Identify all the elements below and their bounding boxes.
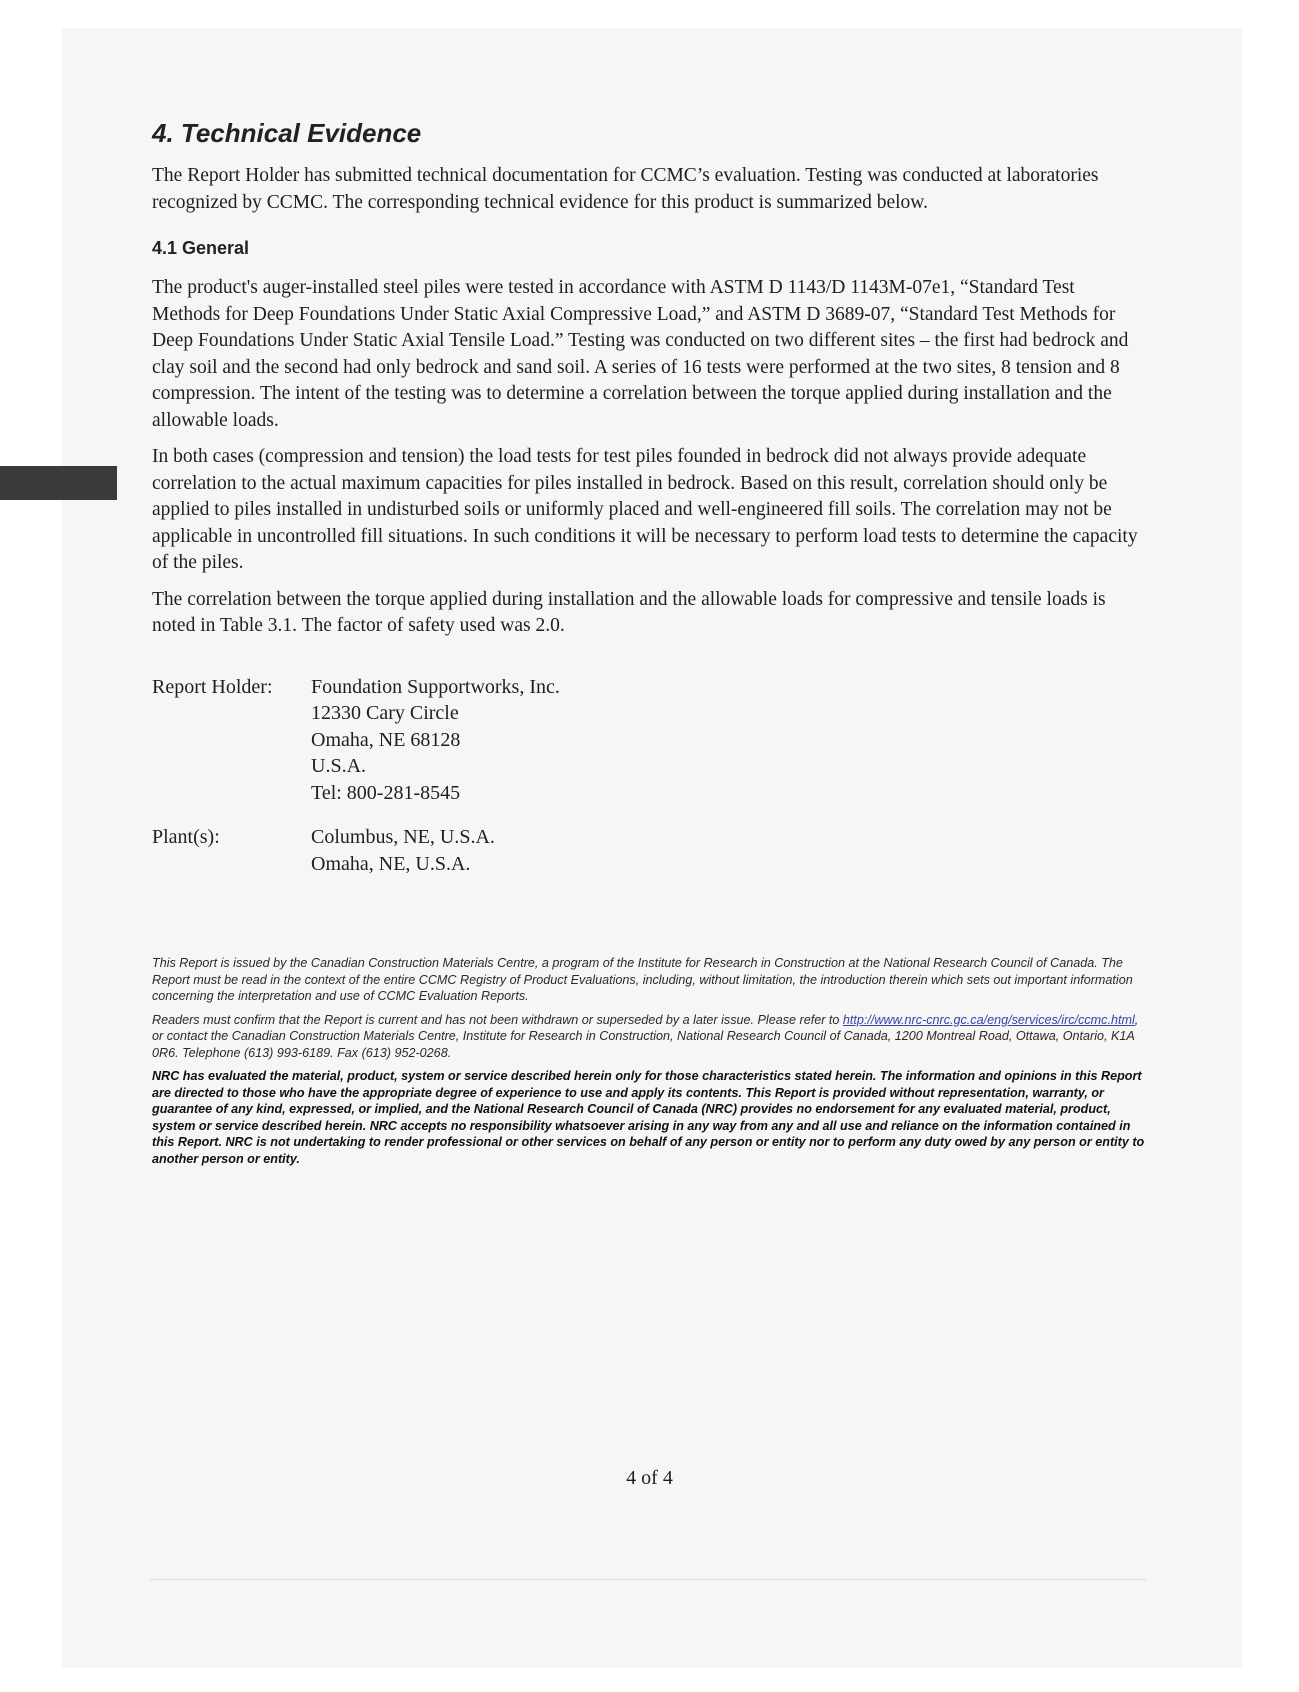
main-content [152, 112, 1142, 895]
footer-divider [150, 1579, 1146, 1580]
plant-item: Omaha, NE, U.S.A. [311, 852, 471, 875]
disclaimer-paragraph-issued: This Report is issued by the Canadian Construction Materials Centre, a program of the Institute for Research in Construction at the National Research Council of Canada. The Report must be read in the context of the entire CCMC Registry of Product Evaluations, including, without limitation, the introduction therein which sets out important information concerning the interpretation and use of CCMC Evaluation Reports. [152, 956, 1133, 1003]
plants-list [311, 824, 495, 877]
disclaimer-paragraph-liability: NRC has evaluated the material, product, system or service described herein only for those characteristics stated herein. The information and opinions in this Report are directed to those who have the appropriate degree of experience to use and apply its contents. This Report is provided without representation, warranty, or guarantee of any kind, expressed, or implied, and the National Research Council of Canada (NRC) provides no endorsement for any evaluated material, product, system or service described herein. NRC accepts no responsibility whatsoever arising in any way from any and all use and reliance on the information contained in this Report. NRC is not undertaking to render professional or other services on behalf of any person or entity nor to perform any duty owed by any person or entity to another person or entity. [152, 1069, 1145, 1166]
paragraph-bedrock: In both cases (compression and tension) the load tests for test piles founded in bedrock did not always provide adequate correlation to the actual maximum capacities for piles installed in bedrock. Based on this result, correlation should only be applied to piles installed in undisturbed soils or uniformly placed and well-engineered fill soils. The correlation may not be applicable in uncontrolled fill situations. In such conditions it will be necessary to perform load tests to determine the capacity of the piles. [152, 446, 1138, 573]
plants-row [152, 824, 1142, 877]
report-holder-street: 12330 Cary Circle [311, 702, 459, 724]
report-holder-row [152, 674, 1142, 807]
paragraph-correlation: The correlation between the torque applied during installation and the allowable loads for compressive and tensile loads is noted in Table 3.1. The factor of safety used was 2.0. [152, 588, 1106, 636]
report-holder-name: Foundation Supportworks, Inc. [311, 675, 560, 698]
disclaimer-contact-text: , or contact the Canadian Construction Materials Centre, Institute for Research in Construction, National Research Council of Canada, 1200 Montreal Road, Ottawa, Ontario, K1A 0R6. Telephone (613) 993-6189. Fax (613) 952-0268. [152, 1012, 1139, 1060]
holder-info-block [152, 674, 1142, 878]
plant-item: Columbus, NE, U.S.A. [311, 826, 495, 848]
page-number: 4 of 4 [626, 1467, 673, 1489]
report-holder-address [311, 674, 560, 807]
plants-label: Plant(s): [152, 826, 220, 848]
disclaimer-block [152, 955, 1147, 1174]
intro-paragraph: The Report Holder has submitted technical documentation for CCMC’s evaluation. Testing was conducted at laboratories recognized by CCMC. The corresponding technical evidence for this product is summarized below. [152, 165, 1099, 213]
subsection-title: 4.1 General [152, 238, 250, 258]
report-holder-phone: Tel: 800-281-8545 [311, 781, 461, 804]
report-holder-country: U.S.A. [311, 755, 367, 777]
section-title: 4. Technical Evidence [152, 118, 422, 148]
paragraph-testing: The product's auger-installed steel piles were tested in accordance with ASTM D 1143/D 1143M-07e1, “Standard Test Methods for Deep Foundations Under Static Axial Compressive Load,” and ASTM D 3689-07, “Standard Test Methods for Deep Foundations Under Static Axial Tensile Load.” Testing was conducted on two different sites – the first had bedrock and clay soil and the second had only bedrock and sand soil. A series of 16 tests were performed at the two sites, 8 tension and 8 compression. The intent of the testing was to determine a correlation between the torque applied during installation and the allowable loads. [152, 277, 1129, 431]
disclaimer-paragraph-confirm [152, 1012, 1147, 1062]
revision-change-bar [0, 466, 117, 500]
ccmc-link[interactable]: http://www.nrc-cnrc.gc.ca/eng/services/irc/ccmc.html [842, 1012, 1135, 1027]
disclaimer-confirm-text: Readers must confirm that the Report is current and has not been withdrawn or superseded by a later issue. Please refer to [152, 1012, 843, 1027]
report-holder-city: Omaha, NE 68128 [311, 728, 461, 751]
report-holder-label: Report Holder: [152, 675, 273, 698]
